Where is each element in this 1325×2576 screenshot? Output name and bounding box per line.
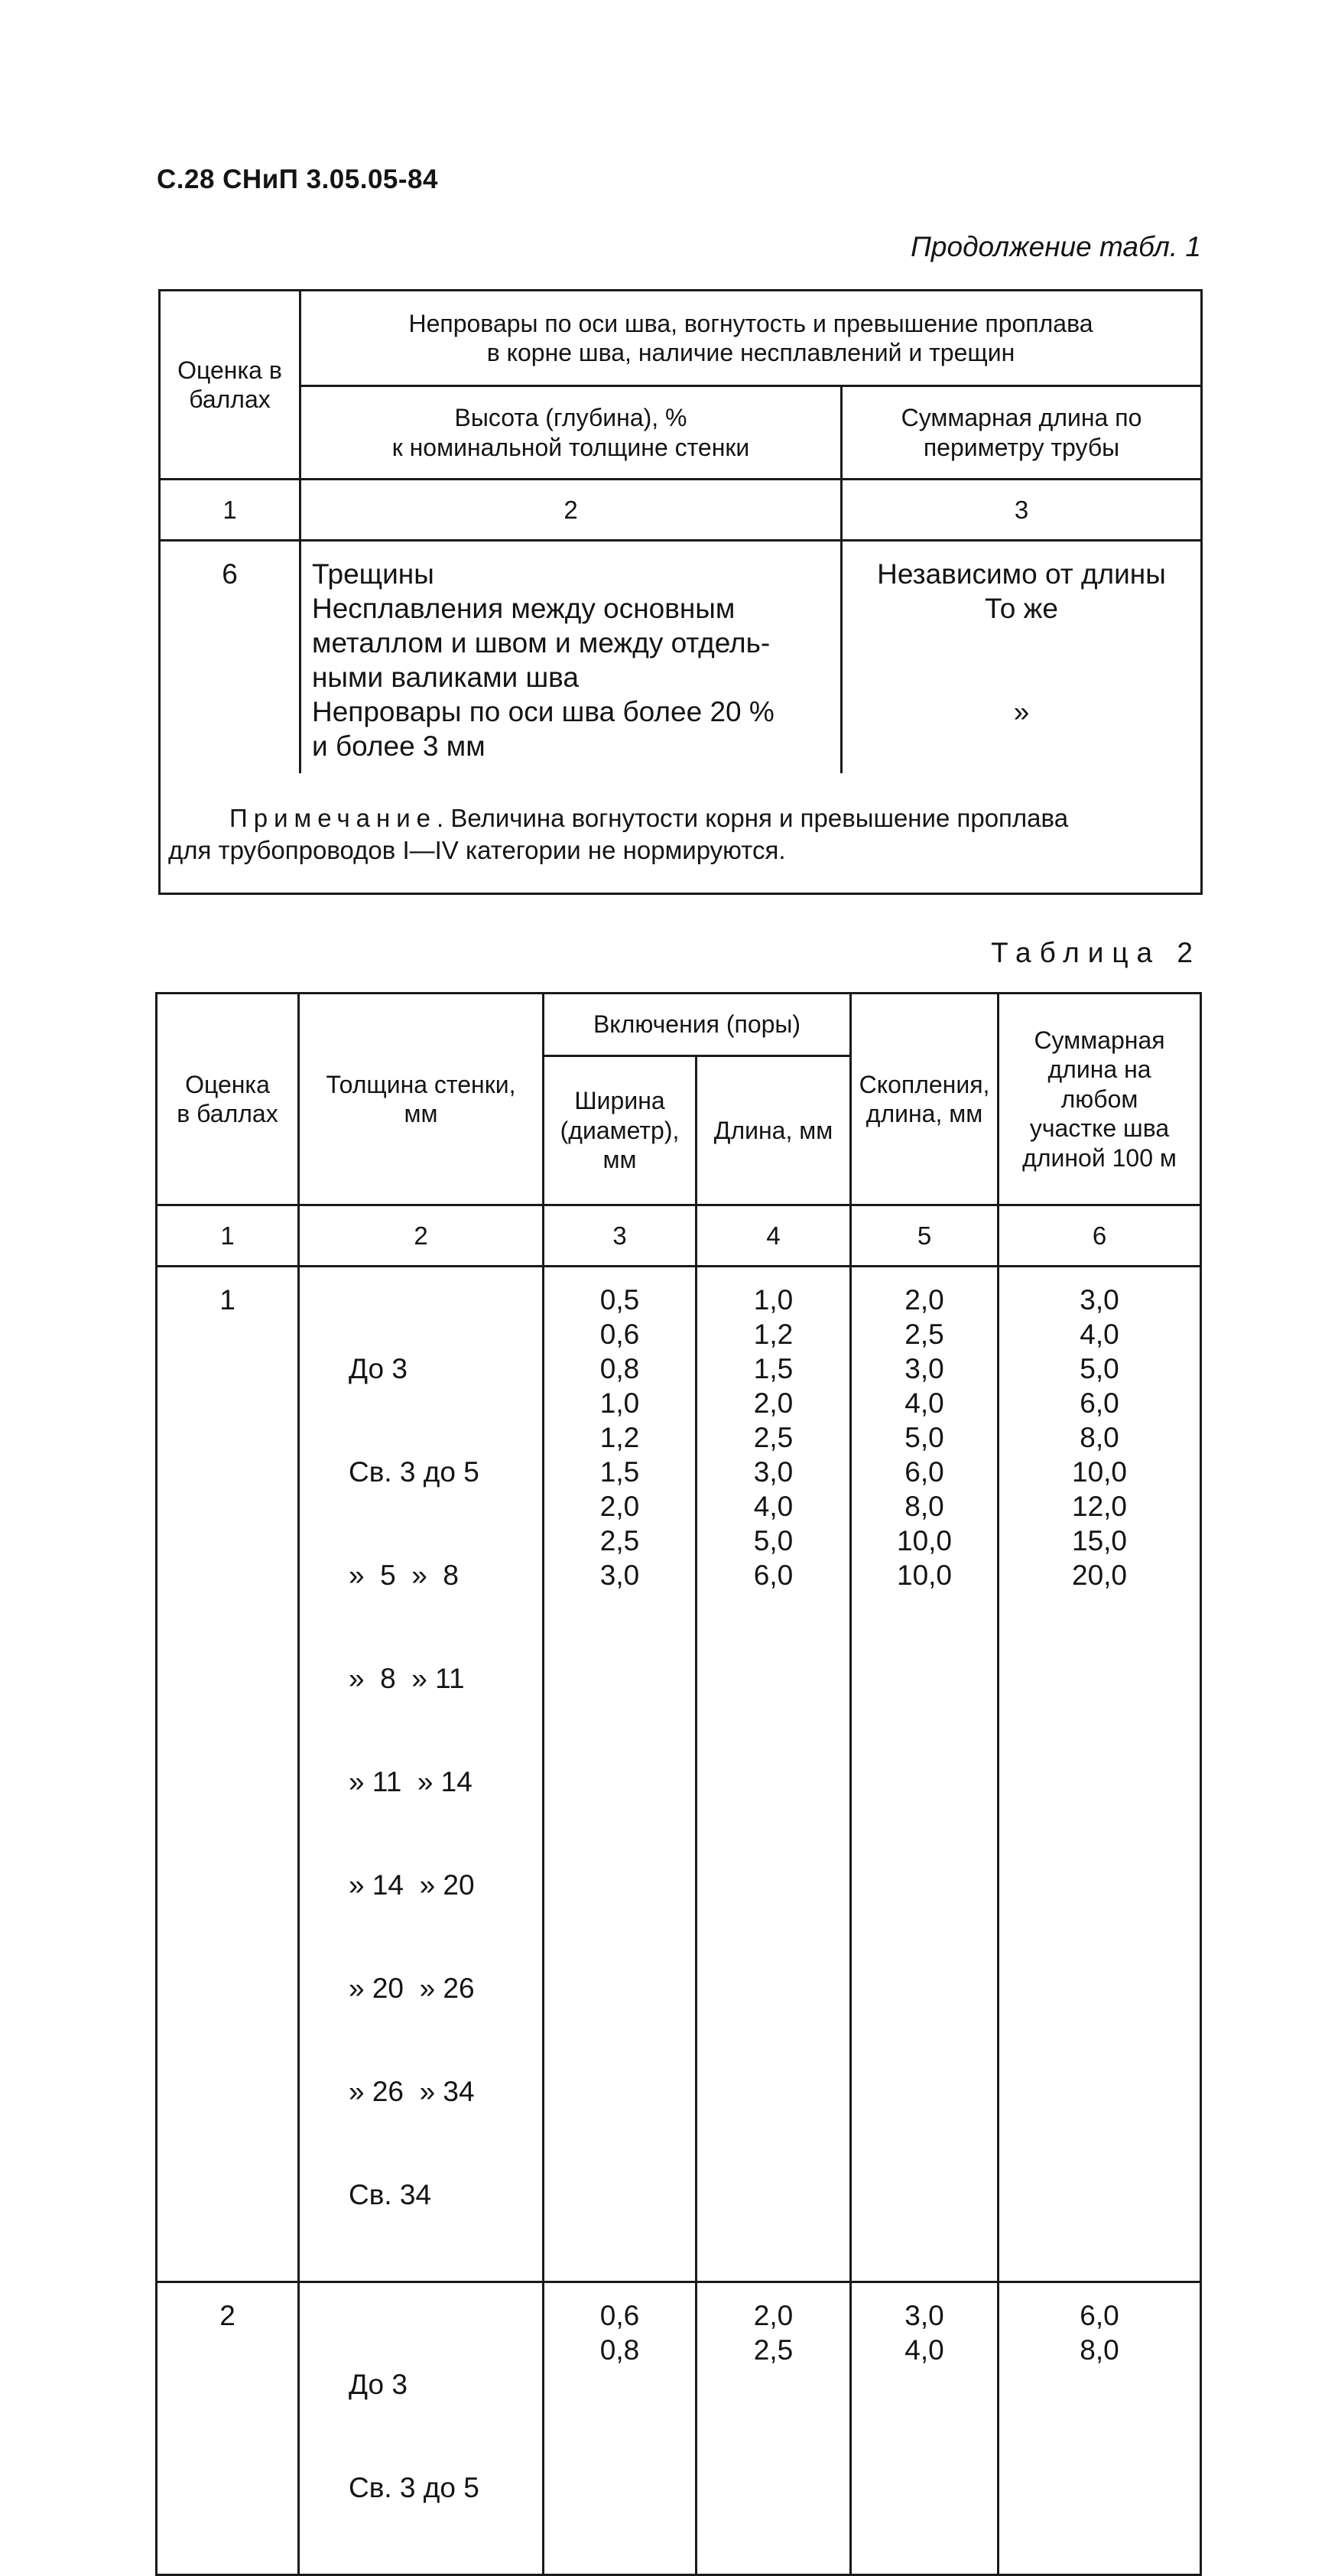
table2: [155, 992, 1202, 2576]
t2-clusters-cell: 2,0 2,5 3,0 4,0 5,0 6,0 8,0 10,0 10,0: [851, 1267, 999, 2282]
table1-caption: Продолжение табл. 1: [911, 231, 1201, 262]
t2-width-cell: 0,5 0,6 0,8 1,0 1,2 1,5 2,0 2,5 3,0: [544, 1267, 697, 2282]
t2-colnum: 3: [544, 1205, 697, 1267]
t2-header-inclusions: Включения (поры): [544, 994, 851, 1056]
t2-header-thickness: Толщина стенки, мм: [299, 994, 544, 1205]
t2-colnum: 4: [697, 1205, 851, 1267]
t1-header-length: Суммарная длина по периметру трубы: [842, 386, 1202, 480]
t2-colnum: 1: [157, 1205, 299, 1267]
t2-colnum: 2: [299, 1205, 544, 1267]
t2-thickness-cell: До 3 Св. 3 до 5 » 5 » 8 » 8 » 11 » 11 » 14 » 14 » 20 » 20 » 26 » 26 » 34 Св. 34: [299, 1267, 544, 2282]
t2-colnum: 5: [851, 1205, 999, 1267]
t2-length-cell: 2,0 2,5: [697, 2282, 851, 2575]
t1-lengths: Независимо от длины То же »: [842, 541, 1202, 773]
t2-length-cell: 1,0 1,2 1,5 2,0 2,5 3,0 4,0 5,0 6,0: [697, 1267, 851, 2282]
t2-width-cell: 0,6 0,8: [544, 2282, 697, 2575]
t1-colnum: 3: [842, 480, 1202, 541]
t2-group-score: 2: [157, 2282, 299, 2575]
t2-header-clusters: Скопления, длина, мм: [851, 994, 999, 1205]
t2-colnum: 6: [999, 1205, 1201, 1267]
t2-header-width: Ширина (диаметр), мм: [544, 1056, 697, 1205]
t2-header-length: Длина, мм: [697, 1056, 851, 1205]
t2-header-total: Суммарная длина на любом участке шва длиной 100 м: [999, 994, 1201, 1205]
t2-total-cell: 6,0 8,0: [999, 2282, 1201, 2575]
t2-total-cell: 3,0 4,0 5,0 6,0 8,0 10,0 12,0 15,0 20,0: [999, 1267, 1201, 2282]
table1: [158, 289, 1203, 895]
t1-header-height: Высота (глубина), % к номинальной толщине стенки: [300, 386, 842, 480]
t2-clusters-cell: 3,0 4,0: [851, 2282, 999, 2575]
t2-thickness-cell: До 3 Св. 3 до 5: [299, 2282, 544, 2575]
t1-descriptions: Трещины Несплавления между основным металлом и швом и между отдель- ными валиками шва Непровары по оси шва более 20 % и более 3 мм: [300, 541, 842, 773]
note-head: Примечание: [229, 803, 437, 832]
t1-header-score: Оценка в баллах: [160, 291, 300, 480]
t1-colnum: 2: [300, 480, 842, 541]
page-header: С.28 СНиП 3.05.05-84: [157, 164, 438, 194]
t1-header-group: Непровары по оси шва, вогнутость и превышение проплава в корне шва, наличие несплавлений и трещин: [300, 291, 1202, 386]
t2-group-score: 1: [157, 1267, 299, 2282]
t1-note: Примечание. Величина вогнутости корня и превышение проплава для трубопроводов I—IV категории не нормируются.: [160, 773, 1202, 894]
t2-header-score: Оценка в баллах: [157, 994, 299, 1205]
table2-caption: Таблица 2: [991, 937, 1201, 968]
t1-score: 6: [160, 541, 300, 773]
t1-colnum: 1: [160, 480, 300, 541]
